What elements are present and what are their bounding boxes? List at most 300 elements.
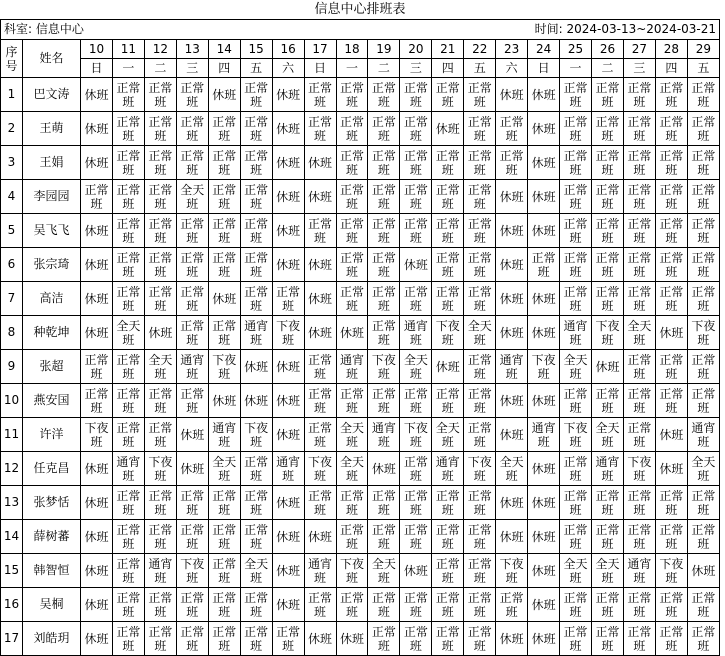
shift-cell: 正常班 (240, 112, 272, 146)
shift-cell: 正常班 (464, 486, 496, 520)
shift-cell: 休班 (528, 146, 560, 180)
shift-cell: 正常班 (112, 214, 144, 248)
seq-cell: 9 (1, 350, 23, 384)
shift-cell: 正常班 (368, 520, 400, 554)
shift-cell: 正常班 (464, 622, 496, 656)
shift-cell: 正常班 (687, 622, 719, 656)
shift-cell: 正常班 (592, 384, 624, 418)
weekday-header: 六 (496, 59, 528, 78)
shift-cell: 正常班 (304, 384, 336, 418)
shift-cell: 休班 (272, 248, 304, 282)
shift-cell: 正常班 (623, 214, 655, 248)
shift-cell: 正常班 (240, 622, 272, 656)
shift-cell: 下夜班 (208, 350, 240, 384)
table-row (1, 622, 720, 656)
shift-cell: 正常班 (144, 248, 176, 282)
shift-cell: 正常班 (336, 248, 368, 282)
shift-cell: 正常班 (304, 486, 336, 520)
shift-cell: 正常班 (368, 486, 400, 520)
shift-cell: 正常班 (592, 180, 624, 214)
shift-cell: 正常班 (368, 146, 400, 180)
seq-cell: 15 (1, 554, 23, 588)
shift-cell: 正常班 (144, 622, 176, 656)
shift-cell: 正常班 (655, 78, 687, 112)
shift-cell: 正常班 (176, 316, 208, 350)
shift-cell: 下夜班 (496, 554, 528, 588)
shift-cell: 正常班 (336, 112, 368, 146)
shift-cell: 正常班 (208, 588, 240, 622)
shift-cell: 正常班 (112, 146, 144, 180)
shift-cell: 通宵班 (112, 452, 144, 486)
shift-cell: 正常班 (560, 588, 592, 622)
shift-cell: 休班 (272, 350, 304, 384)
shift-cell: 正常班 (623, 350, 655, 384)
name-cell: 王萌 (23, 112, 81, 146)
shift-cell: 下夜班 (623, 452, 655, 486)
shift-cell: 正常班 (623, 384, 655, 418)
shift-cell: 休班 (208, 384, 240, 418)
shift-cell: 休班 (272, 520, 304, 554)
shift-cell: 正常班 (240, 248, 272, 282)
shift-cell: 正常班 (400, 282, 432, 316)
shift-cell: 正常班 (655, 384, 687, 418)
shift-cell: 正常班 (112, 180, 144, 214)
seq-cell: 12 (1, 452, 23, 486)
shift-cell: 正常班 (144, 486, 176, 520)
seq-cell: 3 (1, 146, 23, 180)
shift-cell: 正常班 (432, 622, 464, 656)
shift-cell: 全天班 (240, 554, 272, 588)
date-header: 22 (464, 40, 496, 59)
shift-cell: 正常班 (144, 418, 176, 452)
date-header: 27 (623, 40, 655, 59)
shift-cell: 正常班 (592, 282, 624, 316)
shift-cell: 休班 (81, 622, 113, 656)
shift-cell: 正常班 (176, 520, 208, 554)
weekday-header: 一 (560, 59, 592, 78)
shift-cell: 正常班 (240, 452, 272, 486)
shift-cell: 全天班 (592, 554, 624, 588)
shift-cell: 正常班 (208, 554, 240, 588)
shift-cell: 正常班 (560, 78, 592, 112)
shift-cell: 正常班 (176, 588, 208, 622)
shift-cell: 正常班 (560, 146, 592, 180)
name-cell: 燕安国 (23, 384, 81, 418)
shift-cell: 休班 (176, 452, 208, 486)
shift-cell: 下夜班 (528, 350, 560, 384)
shift-cell: 正常班 (496, 146, 528, 180)
shift-cell: 休班 (496, 78, 528, 112)
shift-cell: 休班 (528, 486, 560, 520)
shift-cell: 正常班 (304, 418, 336, 452)
shift-cell: 正常班 (623, 418, 655, 452)
department-label: 科室: 信息中心 (1, 20, 209, 40)
shift-cell: 休班 (496, 622, 528, 656)
shift-cell: 正常班 (272, 282, 304, 316)
shift-cell: 正常班 (144, 112, 176, 146)
shift-cell: 休班 (272, 112, 304, 146)
shift-cell: 正常班 (176, 78, 208, 112)
shift-cell: 下夜班 (144, 452, 176, 486)
shift-cell: 正常班 (208, 146, 240, 180)
shift-cell: 正常班 (655, 248, 687, 282)
shift-cell: 正常班 (336, 486, 368, 520)
shift-cell: 正常班 (623, 588, 655, 622)
shift-cell: 通宵班 (240, 316, 272, 350)
shift-cell: 全天班 (432, 418, 464, 452)
shift-cell: 正常班 (655, 350, 687, 384)
shift-cell: 休班 (528, 452, 560, 486)
shift-cell: 正常班 (592, 248, 624, 282)
weekday-header: 五 (464, 59, 496, 78)
shift-cell: 休班 (687, 554, 719, 588)
seq-cell: 14 (1, 520, 23, 554)
seq-cell: 5 (1, 214, 23, 248)
weekday-header: 四 (655, 59, 687, 78)
shift-cell: 正常班 (176, 112, 208, 146)
name-cell: 吴飞飞 (23, 214, 81, 248)
shift-cell: 正常班 (368, 248, 400, 282)
shift-cell: 正常班 (687, 486, 719, 520)
shift-cell: 正常班 (687, 248, 719, 282)
table-row (1, 520, 720, 554)
shift-cell: 正常班 (592, 214, 624, 248)
shift-cell: 休班 (208, 282, 240, 316)
shift-cell: 正常班 (112, 282, 144, 316)
shift-cell: 休班 (304, 146, 336, 180)
shift-cell: 正常班 (400, 146, 432, 180)
shift-cell: 正常班 (687, 350, 719, 384)
shift-cell: 正常班 (336, 384, 368, 418)
shift-cell: 正常班 (240, 520, 272, 554)
shift-cell: 正常班 (687, 214, 719, 248)
shift-cell: 正常班 (432, 486, 464, 520)
shift-cell: 休班 (528, 622, 560, 656)
shift-cell: 正常班 (432, 248, 464, 282)
shift-cell: 休班 (81, 112, 113, 146)
table-row (1, 554, 720, 588)
date-header: 26 (592, 40, 624, 59)
shift-cell: 正常班 (400, 588, 432, 622)
table-row (1, 588, 720, 622)
shift-cell: 正常班 (144, 214, 176, 248)
shift-cell: 正常班 (368, 112, 400, 146)
shift-cell: 正常班 (368, 214, 400, 248)
shift-cell: 正常班 (304, 588, 336, 622)
shift-cell: 下夜班 (336, 554, 368, 588)
seq-cell: 6 (1, 248, 23, 282)
name-cell: 许洋 (23, 418, 81, 452)
name-cell: 高洁 (23, 282, 81, 316)
shift-cell: 正常班 (623, 622, 655, 656)
shift-cell: 正常班 (655, 214, 687, 248)
shift-cell: 正常班 (368, 316, 400, 350)
table-row (1, 282, 720, 316)
shift-cell: 正常班 (623, 248, 655, 282)
shift-cell: 正常班 (144, 180, 176, 214)
shift-cell: 正常班 (687, 180, 719, 214)
shift-cell: 通宵班 (528, 418, 560, 452)
shift-cell: 正常班 (464, 350, 496, 384)
shift-cell: 正常班 (432, 520, 464, 554)
shift-cell: 全天班 (336, 452, 368, 486)
shift-cell: 正常班 (623, 78, 655, 112)
shift-cell: 休班 (272, 418, 304, 452)
shift-cell: 正常班 (368, 588, 400, 622)
name-cell: 张宗琦 (23, 248, 81, 282)
shift-cell: 休班 (144, 316, 176, 350)
shift-cell: 休班 (528, 588, 560, 622)
shift-cell: 正常班 (176, 282, 208, 316)
shift-cell: 休班 (81, 520, 113, 554)
shift-cell: 休班 (655, 452, 687, 486)
shift-cell: 正常班 (528, 248, 560, 282)
shift-cell: 全天班 (687, 452, 719, 486)
shift-cell: 正常班 (655, 112, 687, 146)
weekday-header: 日 (528, 59, 560, 78)
date-header: 25 (560, 40, 592, 59)
shift-cell: 正常班 (336, 78, 368, 112)
shift-cell: 休班 (304, 248, 336, 282)
shift-cell: 休班 (528, 282, 560, 316)
shift-cell: 正常班 (304, 112, 336, 146)
shift-cell: 正常班 (560, 622, 592, 656)
shift-cell: 正常班 (112, 112, 144, 146)
shift-cell: 下夜班 (304, 452, 336, 486)
weekday-header: 日 (81, 59, 113, 78)
shift-cell: 休班 (592, 350, 624, 384)
table-row (1, 146, 720, 180)
date-header: 28 (655, 40, 687, 59)
shift-cell: 休班 (528, 78, 560, 112)
weekday-header: 二 (144, 59, 176, 78)
shift-cell: 休班 (496, 282, 528, 316)
shift-cell: 休班 (496, 248, 528, 282)
date-header: 11 (112, 40, 144, 59)
shift-cell: 通宵班 (304, 554, 336, 588)
name-cell: 刘皓玥 (23, 622, 81, 656)
shift-cell: 休班 (655, 316, 687, 350)
weekday-header: 四 (432, 59, 464, 78)
shift-cell: 正常班 (112, 588, 144, 622)
date-header: 19 (368, 40, 400, 59)
shift-cell: 正常班 (496, 112, 528, 146)
shift-cell: 休班 (528, 112, 560, 146)
shift-cell: 正常班 (176, 146, 208, 180)
shift-cell: 下夜班 (272, 316, 304, 350)
shift-cell: 休班 (336, 316, 368, 350)
shift-cell: 休班 (81, 554, 113, 588)
shift-cell: 全天班 (464, 316, 496, 350)
shift-cell: 正常班 (464, 112, 496, 146)
shift-cell: 通宵班 (336, 350, 368, 384)
shift-cell: 休班 (400, 248, 432, 282)
shift-cell: 正常班 (144, 146, 176, 180)
shift-cell: 正常班 (112, 350, 144, 384)
table-row (1, 78, 720, 112)
shift-cell: 通宵班 (176, 350, 208, 384)
shift-cell: 正常班 (304, 350, 336, 384)
shift-cell: 休班 (272, 384, 304, 418)
name-cell: 张梦恬 (23, 486, 81, 520)
table-row (1, 316, 720, 350)
shift-cell: 休班 (496, 180, 528, 214)
shift-cell: 正常班 (368, 180, 400, 214)
table-row (1, 384, 720, 418)
shift-cell: 正常班 (623, 112, 655, 146)
shift-cell: 正常班 (240, 146, 272, 180)
shift-cell: 正常班 (496, 588, 528, 622)
shift-cell: 休班 (81, 486, 113, 520)
table-row (1, 248, 720, 282)
shift-cell: 正常班 (304, 214, 336, 248)
shift-cell: 正常班 (336, 282, 368, 316)
shift-cell: 正常班 (432, 554, 464, 588)
shift-cell: 正常班 (208, 622, 240, 656)
shift-cell: 正常班 (687, 112, 719, 146)
shift-cell: 休班 (304, 282, 336, 316)
shift-cell: 正常班 (368, 622, 400, 656)
shift-cell: 下夜班 (560, 418, 592, 452)
shift-cell: 休班 (528, 180, 560, 214)
seq-cell: 7 (1, 282, 23, 316)
shift-cell: 休班 (368, 452, 400, 486)
period-label: 时间: 2024-03-13~2024-03-21 (432, 20, 720, 40)
shift-cell: 正常班 (336, 180, 368, 214)
shift-cell: 正常班 (432, 282, 464, 316)
shift-cell: 正常班 (272, 622, 304, 656)
shift-cell: 正常班 (240, 180, 272, 214)
shift-cell: 下夜班 (592, 316, 624, 350)
shift-cell: 通宵班 (560, 316, 592, 350)
shift-cell: 正常班 (623, 486, 655, 520)
date-header: 14 (208, 40, 240, 59)
shift-cell: 正常班 (687, 78, 719, 112)
table-row (1, 112, 720, 146)
shift-cell: 正常班 (464, 78, 496, 112)
shift-cell: 休班 (272, 180, 304, 214)
weekday-header: 日 (304, 59, 336, 78)
table-row (1, 452, 720, 486)
shift-cell: 正常班 (432, 588, 464, 622)
shift-cell: 正常班 (336, 588, 368, 622)
shift-cell: 休班 (272, 486, 304, 520)
shift-cell: 休班 (496, 384, 528, 418)
date-header: 18 (336, 40, 368, 59)
shift-cell: 全天班 (176, 180, 208, 214)
shift-cell: 正常班 (304, 78, 336, 112)
shift-cell: 正常班 (432, 180, 464, 214)
shift-cell: 正常班 (687, 146, 719, 180)
date-header: 21 (432, 40, 464, 59)
shift-cell: 下夜班 (687, 316, 719, 350)
shift-cell: 休班 (528, 520, 560, 554)
shift-cell: 正常班 (208, 180, 240, 214)
shift-cell: 正常班 (560, 248, 592, 282)
shift-cell: 正常班 (208, 486, 240, 520)
shift-cell: 正常班 (464, 248, 496, 282)
shift-cell: 正常班 (400, 180, 432, 214)
shift-cell: 正常班 (592, 146, 624, 180)
shift-cell: 正常班 (432, 214, 464, 248)
shift-cell: 休班 (272, 78, 304, 112)
shift-cell: 通宵班 (368, 418, 400, 452)
shift-cell: 正常班 (112, 78, 144, 112)
shift-cell: 全天班 (208, 452, 240, 486)
shift-cell: 正常班 (176, 622, 208, 656)
weekday-header: 五 (687, 59, 719, 78)
shift-cell: 休班 (272, 214, 304, 248)
shift-cell: 休班 (240, 384, 272, 418)
shift-cell: 正常班 (144, 588, 176, 622)
shift-cell: 正常班 (400, 384, 432, 418)
shift-cell: 正常班 (623, 146, 655, 180)
shift-cell: 休班 (81, 452, 113, 486)
seq-cell: 8 (1, 316, 23, 350)
shift-cell: 正常班 (144, 78, 176, 112)
shift-cell: 下夜班 (81, 418, 113, 452)
shift-cell: 正常班 (687, 520, 719, 554)
shift-cell: 全天班 (560, 554, 592, 588)
shift-cell: 休班 (432, 112, 464, 146)
seq-cell: 17 (1, 622, 23, 656)
shift-cell: 正常班 (560, 384, 592, 418)
shift-cell: 正常班 (592, 588, 624, 622)
shift-cell: 下夜班 (240, 418, 272, 452)
shift-cell: 下夜班 (368, 350, 400, 384)
seq-header: 序号 (1, 40, 23, 78)
shift-cell: 下夜班 (464, 452, 496, 486)
shift-cell: 正常班 (81, 350, 113, 384)
shift-cell: 正常班 (432, 78, 464, 112)
shift-cell: 正常班 (112, 520, 144, 554)
shift-cell: 通宵班 (687, 418, 719, 452)
date-header: 23 (496, 40, 528, 59)
shift-cell: 休班 (304, 520, 336, 554)
shift-cell: 正常班 (464, 146, 496, 180)
date-header: 15 (240, 40, 272, 59)
shift-cell: 正常班 (144, 282, 176, 316)
shift-cell: 休班 (272, 146, 304, 180)
weekday-header: 五 (240, 59, 272, 78)
name-cell: 李园园 (23, 180, 81, 214)
weekday-header: 三 (176, 59, 208, 78)
seq-cell: 1 (1, 78, 23, 112)
shift-cell: 休班 (240, 350, 272, 384)
shift-cell: 正常班 (655, 180, 687, 214)
shift-cell: 休班 (496, 316, 528, 350)
meta-spacer (208, 20, 432, 40)
shift-cell: 正常班 (400, 78, 432, 112)
shift-cell: 正常班 (240, 78, 272, 112)
seq-cell: 13 (1, 486, 23, 520)
weekday-header: 二 (592, 59, 624, 78)
table-row (1, 214, 720, 248)
shift-cell: 正常班 (592, 78, 624, 112)
shift-cell: 休班 (528, 384, 560, 418)
date-header: 24 (528, 40, 560, 59)
shift-cell: 正常班 (176, 214, 208, 248)
date-header: 13 (176, 40, 208, 59)
sheet-title: 信息中心排班表 (1, 0, 720, 20)
shift-cell: 正常班 (592, 112, 624, 146)
shift-cell: 休班 (81, 248, 113, 282)
shift-cell: 休班 (304, 316, 336, 350)
shift-cell: 正常班 (464, 180, 496, 214)
date-header: 12 (144, 40, 176, 59)
shift-cell: 休班 (432, 350, 464, 384)
shift-cell: 正常班 (464, 418, 496, 452)
